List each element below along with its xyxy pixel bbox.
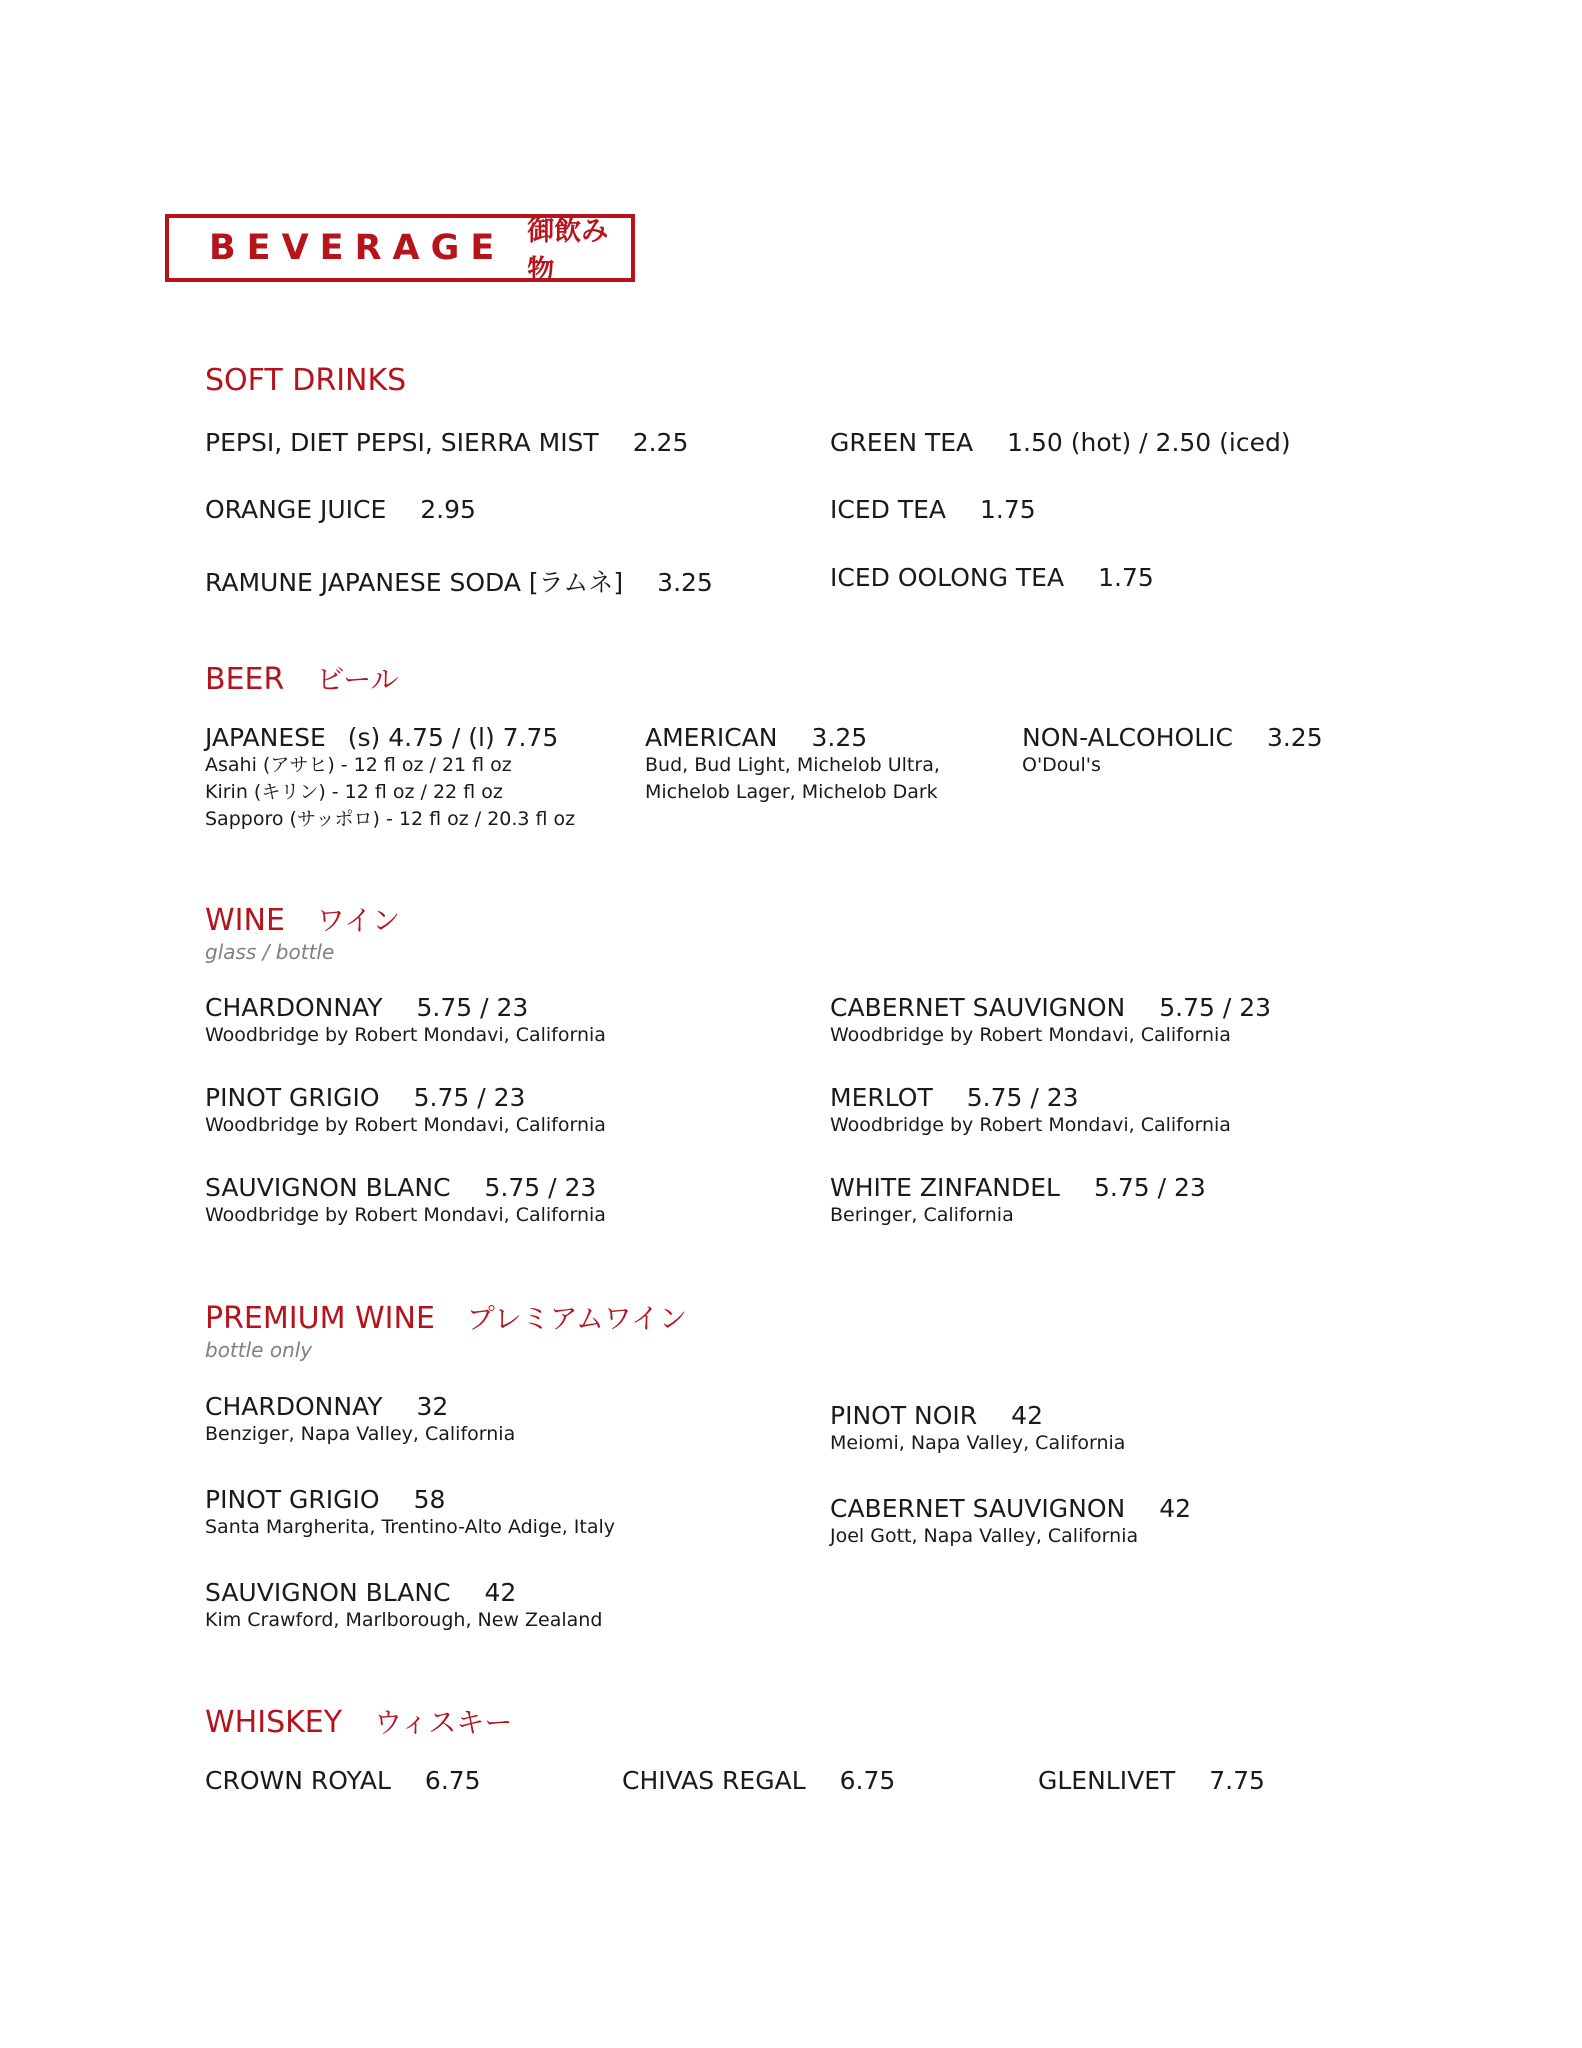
section-subtitle: glass / bottle [205, 940, 335, 964]
section-title-jp: ビール [316, 663, 399, 696]
item-price: 42 [1011, 1401, 1043, 1430]
beer-column-japanese [205, 723, 575, 833]
item-price: 3.25 [1266, 723, 1323, 752]
section-title-whiskey: WHISKEY ウィスキー [205, 1705, 513, 1740]
item-desc: Woodbridge by Robert Mondavi, California [205, 1114, 606, 1136]
item-desc: Sapporo (サッポロ) - 12 fl oz / 20.3 fl oz [205, 808, 576, 830]
menu-item [205, 563, 713, 599]
item-price: 2.25 [632, 428, 689, 457]
item-price: 3.25 [811, 723, 868, 752]
item-desc: O'Doul's [1022, 754, 1101, 776]
item-name: ORANGE JUICE [205, 495, 387, 524]
item-price: 2.95 [420, 495, 476, 524]
menu-item [830, 495, 1036, 524]
beer-column-non-alcoholic [1022, 723, 1323, 779]
item-desc: Woodbridge by Robert Mondavi, California [205, 1204, 606, 1226]
menu-item [205, 1083, 606, 1139]
item-desc: Santa Margherita, Trentino-Alto Adige, Italy [205, 1516, 616, 1538]
item-name: MERLOT [830, 1083, 933, 1112]
item-price: 58 [413, 1485, 446, 1514]
item-name: JAPANESE [205, 723, 326, 752]
menu-item [1038, 1766, 1265, 1795]
item-desc: Asahi (アサヒ) - 12 fl oz / 21 fl oz [205, 754, 512, 776]
item-name: SAUVIGNON BLANC [205, 1578, 451, 1607]
item-desc: Woodbridge by Robert Mondavi, California [830, 1024, 1231, 1046]
section-title-beer: BEER ビール [205, 662, 399, 697]
section-title-premium-wine: PREMIUM WINE プレミアムワイン [205, 1301, 688, 1336]
menu-item [205, 495, 476, 524]
menu-item [205, 993, 606, 1049]
item-price: 5.75 / 23 [1159, 993, 1272, 1022]
item-name: RAMUNE JAPANESE SODA [ラムネ] [205, 568, 624, 597]
item-price: 5.75 / 23 [1093, 1173, 1206, 1202]
menu-title: BEVERAGE [209, 228, 506, 268]
item-name: WHITE ZINFANDEL [830, 1173, 1060, 1202]
item-desc: Michelob Lager, Michelob Dark [645, 781, 938, 803]
section-title-jp: ウィスキー [374, 1706, 513, 1739]
item-price: 42 [484, 1578, 517, 1607]
item-name: CABERNET SAUVIGNON [830, 1494, 1126, 1523]
item-name: CABERNET SAUVIGNON [830, 993, 1126, 1022]
item-name: CHARDONNAY [205, 1392, 383, 1421]
item-price: 5.75 / 23 [484, 1173, 597, 1202]
section-title-soft-drinks: SOFT DRINKS [205, 363, 407, 398]
item-desc: Bud, Bud Light, Michelob Ultra, [645, 754, 940, 776]
item-desc: Kirin (キリン) - 12 fl oz / 22 fl oz [205, 781, 503, 803]
item-desc: Meiomi, Napa Valley, California [830, 1432, 1126, 1454]
item-price: 1.75 [1098, 563, 1154, 592]
menu-item [830, 993, 1271, 1049]
menu-item [205, 1173, 606, 1229]
item-name: SAUVIGNON BLANC [205, 1173, 451, 1202]
item-desc: Woodbridge by Robert Mondavi, California [830, 1114, 1231, 1136]
menu-item [205, 1578, 602, 1634]
section-title-jp: ワイン [316, 904, 401, 937]
item-name: ICED OOLONG TEA [830, 563, 1065, 592]
item-name: CHARDONNAY [205, 993, 383, 1022]
item-name: PEPSI, DIET PEPSI, SIERRA MIST [205, 428, 599, 457]
menu-item [205, 1392, 515, 1448]
item-price: 3.25 [657, 568, 713, 597]
section-subtitle: bottle only [205, 1338, 313, 1362]
menu-item [830, 563, 1154, 592]
menu-title-box [165, 214, 635, 286]
menu-item [205, 1766, 481, 1795]
menu-item [622, 1766, 895, 1795]
menu-item [205, 1485, 615, 1541]
item-price: 42 [1159, 1494, 1192, 1523]
item-price: 5.75 / 23 [416, 993, 529, 1022]
item-name: GLENLIVET [1038, 1766, 1176, 1795]
menu-title-jp: 御飲み物 [527, 216, 609, 286]
menu-item [830, 1494, 1191, 1550]
item-name: ICED TEA [830, 495, 946, 524]
item-name: GREEN TEA [830, 428, 974, 457]
item-price: 6.75 [839, 1766, 896, 1795]
item-price: 1.50 (hot) / 2.50 (iced) [1007, 428, 1291, 457]
item-price: 5.75 / 23 [966, 1083, 1079, 1112]
menu-item [830, 1173, 1206, 1229]
section-title-jp: プレミアムワイン [466, 1302, 688, 1335]
item-name: CROWN ROYAL [205, 1766, 391, 1795]
item-desc: Woodbridge by Robert Mondavi, California [205, 1024, 606, 1046]
item-desc: Joel Gott, Napa Valley, California [830, 1525, 1139, 1547]
item-name: CHIVAS REGAL [622, 1766, 806, 1795]
item-price: 7.75 [1209, 1766, 1265, 1795]
item-price: 32 [416, 1392, 449, 1421]
menu-item [205, 428, 688, 457]
item-name: AMERICAN [645, 723, 778, 752]
item-desc: Beringer, California [830, 1204, 1014, 1226]
item-name: NON-ALCOHOLIC [1022, 723, 1233, 752]
item-price: 5.75 / 23 [413, 1083, 526, 1112]
item-price: 6.75 [424, 1766, 481, 1795]
item-desc: Kim Crawford, Marlborough, New Zealand [205, 1609, 603, 1631]
item-name: PINOT GRIGIO [205, 1485, 380, 1514]
item-name: PINOT NOIR [830, 1401, 978, 1430]
beer-column-american [645, 723, 940, 806]
item-desc: Benziger, Napa Valley, California [205, 1423, 516, 1445]
menu-item [830, 428, 1291, 457]
section-title-wine: WINE ワイン [205, 903, 401, 938]
item-price: (s) 4.75 / (l) 7.75 [347, 723, 559, 752]
item-price: 1.75 [980, 495, 1036, 524]
menu-item [830, 1401, 1125, 1457]
menu-item [830, 1083, 1231, 1139]
item-name: PINOT GRIGIO [205, 1083, 380, 1112]
